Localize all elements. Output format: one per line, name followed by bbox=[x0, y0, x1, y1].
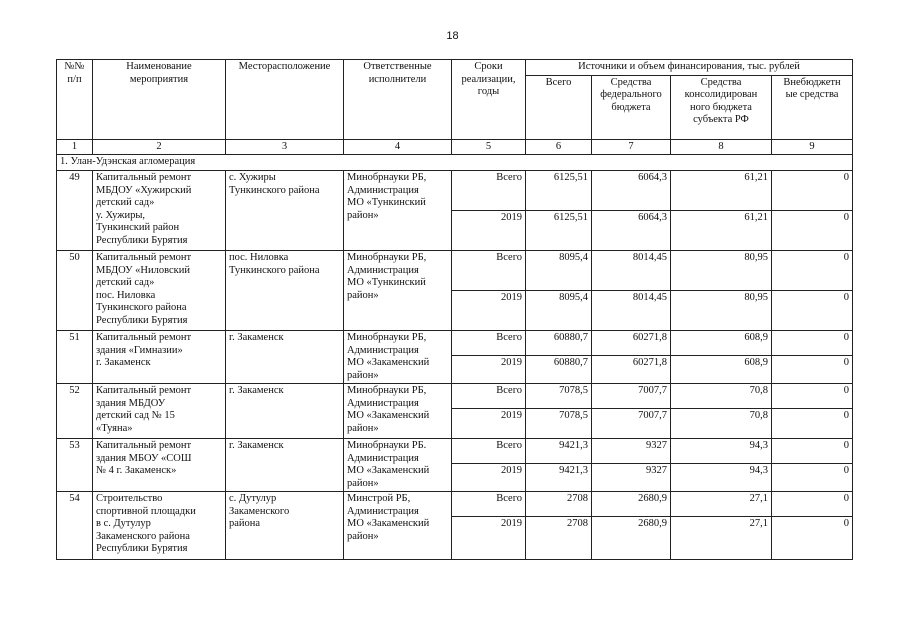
col-index: 1 bbox=[57, 139, 93, 155]
regional-cell: 70,8 bbox=[671, 384, 772, 409]
regional-cell: 608,9 bbox=[671, 331, 772, 356]
regional-cell: 94,3 bbox=[671, 464, 772, 492]
total-cell: 8095,4 bbox=[526, 291, 592, 331]
header-num: №№ п/п bbox=[57, 60, 93, 140]
row-number: 52 bbox=[57, 384, 93, 439]
location: г. Закаменск bbox=[226, 439, 344, 492]
col-index: 7 bbox=[592, 139, 671, 155]
regional-cell: 27,1 bbox=[671, 492, 772, 517]
location: пос. Ниловка Тункинского района bbox=[226, 251, 344, 331]
measure-name: Капитальный ремонт здания «Гимназии» г. Закаменск bbox=[93, 331, 226, 384]
federal-cell: 7007,7 bbox=[592, 409, 671, 439]
executors: Минобрнауки РБ, Администрация МО «Тункинский район» bbox=[344, 171, 452, 251]
executors: Минобрнауки РБ, Администрация МО «Закаменский район» bbox=[344, 331, 452, 384]
table-row bbox=[57, 492, 853, 517]
region-label: 1. Улан-Удэнская агломерация bbox=[57, 155, 853, 171]
extra-cell: 0 bbox=[772, 356, 853, 384]
executors: Минобрнауки РБ. Администрация МО «Закаменский район» bbox=[344, 439, 452, 492]
extra-cell: 0 bbox=[772, 384, 853, 409]
column-index-row bbox=[57, 139, 853, 155]
location: г. Закаменск bbox=[226, 331, 344, 384]
row-number: 51 bbox=[57, 331, 93, 384]
header-regional: Средства консолидирован ного бюджета субъекта РФ bbox=[671, 75, 772, 139]
row-number: 49 bbox=[57, 171, 93, 251]
regional-cell: 608,9 bbox=[671, 356, 772, 384]
federal-cell: 8014,45 bbox=[592, 291, 671, 331]
header-federal: Средства федерального бюджета bbox=[592, 75, 671, 139]
total-cell: 7078,5 bbox=[526, 409, 592, 439]
period-cell: 2019 bbox=[452, 356, 526, 384]
col-index: 3 bbox=[226, 139, 344, 155]
extra-cell: 0 bbox=[772, 171, 853, 211]
regional-cell: 70,8 bbox=[671, 409, 772, 439]
federal-cell: 6064,3 bbox=[592, 171, 671, 211]
extra-cell: 0 bbox=[772, 464, 853, 492]
extra-cell: 0 bbox=[772, 331, 853, 356]
col-index: 5 bbox=[452, 139, 526, 155]
total-cell: 9421,3 bbox=[526, 439, 592, 464]
total-cell: 7078,5 bbox=[526, 384, 592, 409]
regional-cell: 61,21 bbox=[671, 171, 772, 211]
period-cell: Всего bbox=[452, 331, 526, 356]
federal-cell: 2680,9 bbox=[592, 492, 671, 517]
header-period: Сроки реализации, годы bbox=[452, 60, 526, 140]
federal-cell: 60271,8 bbox=[592, 356, 671, 384]
extra-cell: 0 bbox=[772, 517, 853, 560]
executors: Минобрнауки РБ, Администрация МО «Тункинский район» bbox=[344, 251, 452, 331]
period-cell: 2019 bbox=[452, 464, 526, 492]
total-cell: 60880,7 bbox=[526, 331, 592, 356]
total-cell: 6125,51 bbox=[526, 211, 592, 251]
executors: Минобрнауки РБ, Администрация МО «Закаменский район» bbox=[344, 384, 452, 439]
measure-name: Капитальный ремонт МБДОУ «Хужирский детский сад» у. Хужиры, Тункинский район Республики Бурятия bbox=[93, 171, 226, 251]
col-index: 2 bbox=[93, 139, 226, 155]
regional-cell: 80,95 bbox=[671, 291, 772, 331]
extra-cell: 0 bbox=[772, 409, 853, 439]
row-number: 53 bbox=[57, 439, 93, 492]
header-total: Всего bbox=[526, 75, 592, 139]
period-cell: 2019 bbox=[452, 211, 526, 251]
federal-cell: 9327 bbox=[592, 464, 671, 492]
measure-name: Строительство спортивной площадки в с. Дутулур Закаменского района Республики Бурятия bbox=[93, 492, 226, 560]
period-cell: 2019 bbox=[452, 517, 526, 560]
col-index: 9 bbox=[772, 139, 853, 155]
total-cell: 6125,51 bbox=[526, 171, 592, 211]
measure-name: Капитальный ремонт здания МБОУ «СОШ № 4 г. Закаменск» bbox=[93, 439, 226, 492]
federal-cell: 6064,3 bbox=[592, 211, 671, 251]
total-cell: 8095,4 bbox=[526, 251, 592, 291]
row-number: 50 bbox=[57, 251, 93, 331]
row-number: 54 bbox=[57, 492, 93, 560]
location: г. Закаменск bbox=[226, 384, 344, 439]
period-cell: Всего bbox=[452, 171, 526, 211]
header-location: Месторасположение bbox=[226, 60, 344, 140]
period-cell: Всего bbox=[452, 384, 526, 409]
page-number: 18 bbox=[446, 30, 459, 42]
financing-table bbox=[56, 59, 853, 560]
period-cell: 2019 bbox=[452, 409, 526, 439]
extra-cell: 0 bbox=[772, 492, 853, 517]
total-cell: 9421,3 bbox=[526, 464, 592, 492]
regional-cell: 61,21 bbox=[671, 211, 772, 251]
total-cell: 2708 bbox=[526, 492, 592, 517]
measure-name: Капитальный ремонт МБДОУ «Ниловский детский сад» пос. Ниловка Тункинского района Республики Бурятия bbox=[93, 251, 226, 331]
header-extra: Внебюджетн ые средства bbox=[772, 75, 853, 139]
measure-name: Капитальный ремонт здания МБДОУ детский сад № 15 «Туяна» bbox=[93, 384, 226, 439]
location: с. Хужиры Тункинского района bbox=[226, 171, 344, 251]
period-cell: Всего bbox=[452, 492, 526, 517]
executors: Минстрой РБ, Администрация МО «Закаменский район» bbox=[344, 492, 452, 560]
regional-cell: 80,95 bbox=[671, 251, 772, 291]
table-row bbox=[57, 439, 853, 464]
regional-cell: 94,3 bbox=[671, 439, 772, 464]
total-cell: 2708 bbox=[526, 517, 592, 560]
col-index: 4 bbox=[344, 139, 452, 155]
extra-cell: 0 bbox=[772, 439, 853, 464]
region-row bbox=[57, 155, 853, 171]
col-index: 6 bbox=[526, 139, 592, 155]
table-row bbox=[57, 171, 853, 211]
location: с. Дутулур Закаменского района bbox=[226, 492, 344, 560]
regional-cell: 27,1 bbox=[671, 517, 772, 560]
federal-cell: 8014,45 bbox=[592, 251, 671, 291]
extra-cell: 0 bbox=[772, 291, 853, 331]
header-executors: Ответственные исполнители bbox=[344, 60, 452, 140]
total-cell: 60880,7 bbox=[526, 356, 592, 384]
period-cell: 2019 bbox=[452, 291, 526, 331]
extra-cell: 0 bbox=[772, 251, 853, 291]
table-row bbox=[57, 331, 853, 356]
table-row bbox=[57, 384, 853, 409]
table-row bbox=[57, 251, 853, 291]
period-cell: Всего bbox=[452, 251, 526, 291]
header-financing: Источники и объем финансирования, тыс. рублей bbox=[526, 60, 853, 76]
extra-cell: 0 bbox=[772, 211, 853, 251]
federal-cell: 2680,9 bbox=[592, 517, 671, 560]
period-cell: Всего bbox=[452, 439, 526, 464]
federal-cell: 60271,8 bbox=[592, 331, 671, 356]
col-index: 8 bbox=[671, 139, 772, 155]
header-name: Наименование мероприятия bbox=[93, 60, 226, 140]
federal-cell: 7007,7 bbox=[592, 384, 671, 409]
federal-cell: 9327 bbox=[592, 439, 671, 464]
